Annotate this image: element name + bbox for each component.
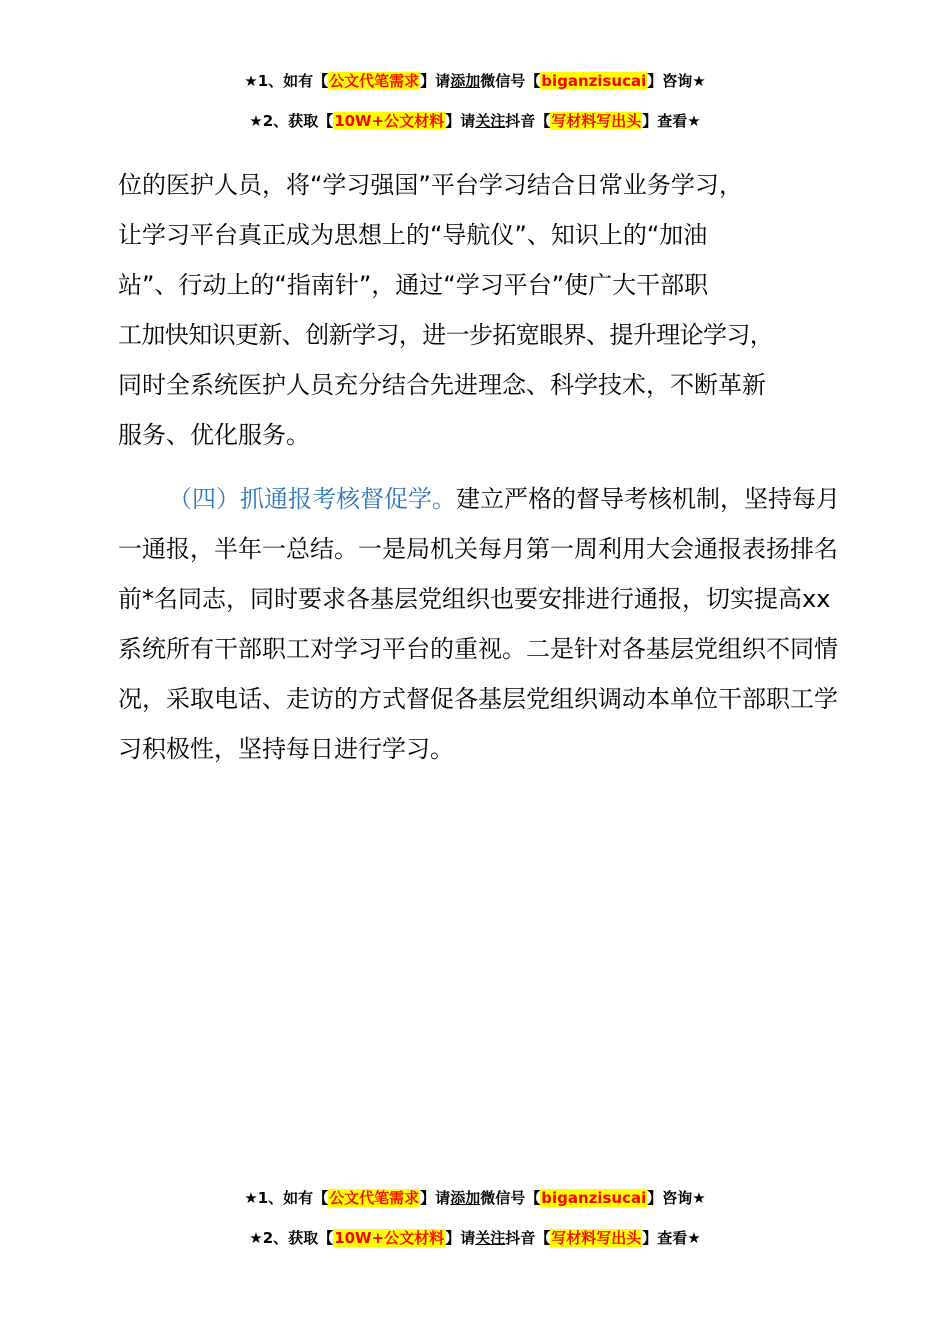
text-line: 让学习平台真正成为思想上的“导航仪”、知识上的“加油 [118, 221, 708, 249]
section-text: 建立严格的督导考核机制，坚持每月一通报，半年一总结。一是局机关每月第一周利用大会通报表扬排名前*名同志，同时要求各基层党组织也要安排进行通报，切实提高xx系统所有干部职工对学习平台的重视。二是针对各基层党组织不同情况，采取电话、走访的方式督促各基层党组织调动本单位干部职工学习积极性，坚持每日进行学习。 [118, 485, 840, 763]
highlight-douyin-id: 写材料写出头 [551, 1229, 642, 1247]
highlight-materials: 10W+公文材料 [334, 112, 445, 130]
highlight-douyin-id: 写材料写出头 [551, 112, 642, 130]
banner-text: 】请 [445, 112, 476, 130]
text-line: 服务、优化服务。 [118, 421, 310, 449]
text-line: 同时全系统医护人员充分结合先进理念、科学技术，不断革新 [118, 371, 766, 399]
header-banner [0, 70, 950, 132]
banner-text: ★1、如有【 [244, 72, 329, 90]
paragraph-section-four [118, 474, 848, 774]
highlight-service: 公文代笔需求 [329, 1189, 420, 1207]
paragraph-continuation [118, 160, 848, 460]
banner-text: ★2、获取【 [249, 112, 334, 130]
highlight-materials: 10W+公文材料 [334, 1229, 445, 1247]
highlight-wechat-id: biganzisucai [541, 1189, 647, 1207]
highlight-service: 公文代笔需求 [329, 72, 420, 90]
banner-text: 】查看★ [642, 1229, 701, 1247]
banner-text: ★2、获取【 [249, 1229, 334, 1247]
emphasis-text: 添加 [450, 1189, 481, 1207]
footer-banner [0, 1187, 950, 1249]
banner-line-1 [0, 1187, 950, 1209]
banner-text: ★1、如有【 [244, 1189, 329, 1207]
banner-text: 微信号【 [480, 72, 541, 90]
banner-text: 】请 [420, 1189, 451, 1207]
banner-line-2 [0, 1227, 950, 1249]
emphasis-text: 关注 [475, 112, 506, 130]
text-line: 工加快知识更新、创新学习，进一步拓宽眼界、提升理论学习， [118, 321, 774, 349]
banner-line-2 [0, 110, 950, 132]
emphasis-text: 关注 [475, 1229, 506, 1247]
banner-text: 抖音【 [505, 112, 551, 130]
emphasis-text: 添加 [450, 72, 481, 90]
banner-line-1 [0, 70, 950, 92]
section-heading: （四）抓通报考核督促学。 [168, 485, 456, 513]
banner-text: 抖音【 [505, 1229, 551, 1247]
text-line: 位的医护人员，将“学习强国”平台学习结合日常业务学习， [118, 171, 743, 199]
document-body [118, 160, 848, 774]
banner-text: 】咨询★ [647, 72, 706, 90]
highlight-wechat-id: biganzisucai [541, 72, 647, 90]
banner-text: 】查看★ [642, 112, 701, 130]
banner-text: 微信号【 [480, 1189, 541, 1207]
banner-text: 】请 [445, 1229, 476, 1247]
banner-text: 】咨询★ [647, 1189, 706, 1207]
banner-text: 】请 [420, 72, 451, 90]
text-line: 站”、行动上的“指南针”，通过“学习平台”使广大干部职 [118, 271, 709, 299]
